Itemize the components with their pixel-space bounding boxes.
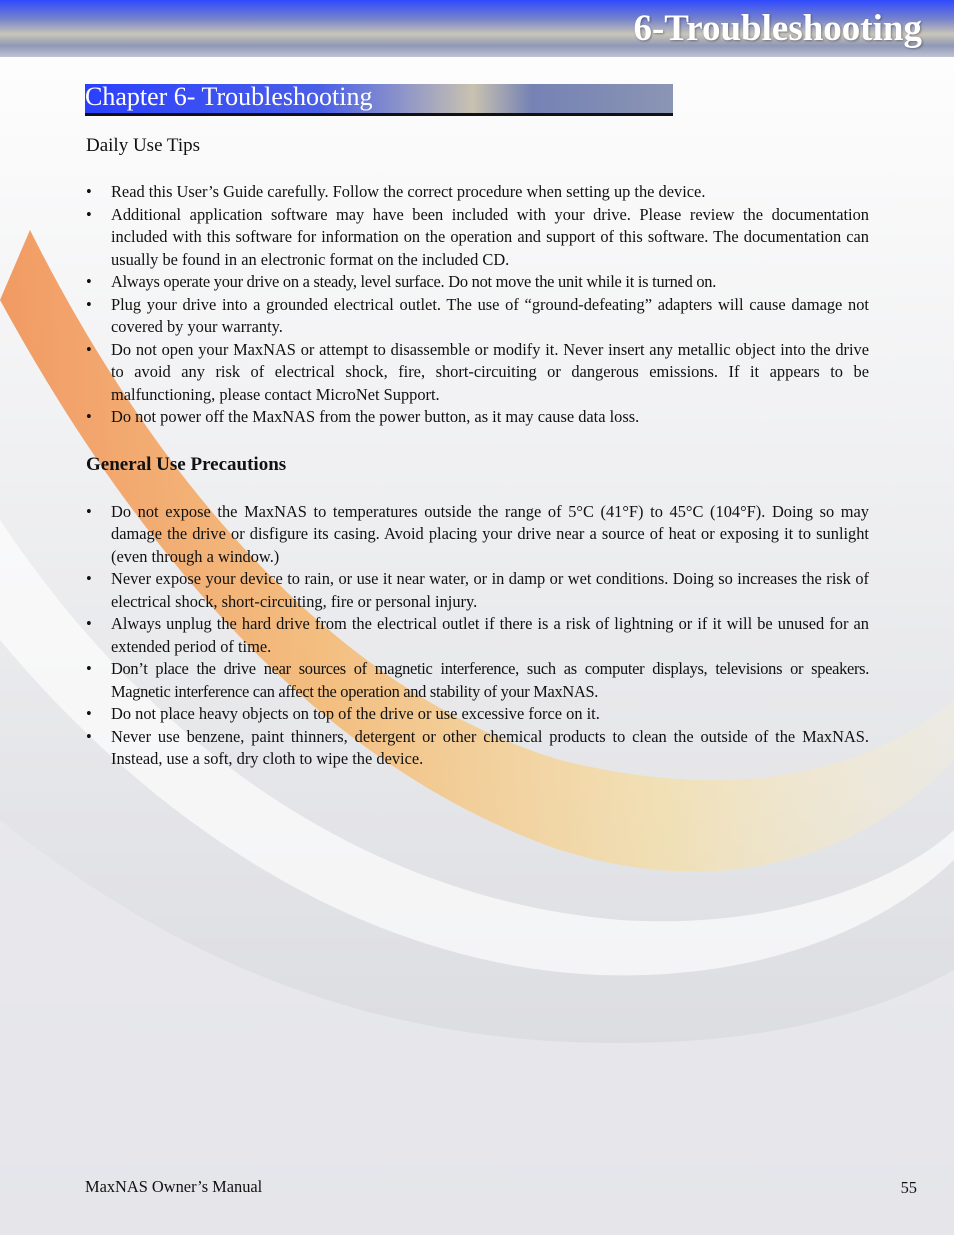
chapter-bar bbox=[85, 84, 673, 116]
list-item: • Do not expose the MaxNAS to temperatures outside the range of 5°C (41°F) to 45°C (104°F). Doing so may damage the drive or disfigure its casing. Avoid placing your drive near a source of heat or exposing it to sunlight (even through a window.) bbox=[86, 501, 869, 569]
list-item: • Always operate your drive on a steady, level surface. Do not move the unit while it is turned on. bbox=[86, 271, 869, 294]
list-item: • Don’t place the drive near sources of magnetic interference, such as computer displays, televisions or speakers. Magnetic interference can affect the operation and stability of your MaxNAS. bbox=[86, 658, 869, 703]
list-item: • Do not place heavy objects on top of the drive or use excessive force on it. bbox=[86, 703, 869, 726]
general-use-precautions-list bbox=[86, 501, 869, 771]
header-title: 6-Troubleshooting bbox=[633, 8, 922, 49]
list-item: • Do not power off the MaxNAS from the power button, as it may cause data loss. bbox=[86, 406, 869, 429]
list-item: • Never use benzene, paint thinners, detergent or other chemical products to clean the outside of the MaxNAS. Instead, use a soft, dry cloth to wipe the device. bbox=[86, 726, 869, 771]
list-item: • Read this User’s Guide carefully. Follow the correct procedure when setting up the device. bbox=[86, 181, 869, 204]
list-item: • Additional application software may have been included with your drive. Please review the documentation included with this software for information on the operation and support of this software. The documentation can usually be found in an electronic format on the included CD. bbox=[86, 204, 869, 272]
list-item: • Never expose your device to rain, or use it near water, or in damp or wet conditions. Doing so increases the risk of electrical shock, short-circuiting, fire or personal injury. bbox=[86, 568, 869, 613]
daily-use-tips-list bbox=[86, 181, 869, 429]
chapter-title: Chapter 6- Troubleshooting bbox=[85, 82, 373, 111]
page-number: 55 bbox=[900, 1178, 917, 1197]
section-heading-daily-use-tips: Daily Use Tips bbox=[86, 135, 201, 156]
header-bar bbox=[0, 0, 954, 57]
list-item: • Do not open your MaxNAS or attempt to disassemble or modify it. Never insert any metallic object into the drive to avoid any risk of electrical shock, fire, short-circuiting or dangerous emissions. If it appears to be malfunctioning, please contact MicroNet Support. bbox=[86, 339, 869, 407]
list-item: • Plug your drive into a grounded electrical outlet. The use of “ground-defeating” adapters will cause damage not covered by your warranty. bbox=[86, 294, 869, 339]
main-content bbox=[86, 132, 869, 771]
footer-manual-title: MaxNAS Owner’s Manual bbox=[85, 1177, 263, 1196]
list-item: • Always unplug the hard drive from the electrical outlet if there is a risk of lightning or if it will be unused for an extended period of time. bbox=[86, 613, 869, 658]
section-heading-general-use-precautions: General Use Precautions bbox=[86, 453, 287, 475]
